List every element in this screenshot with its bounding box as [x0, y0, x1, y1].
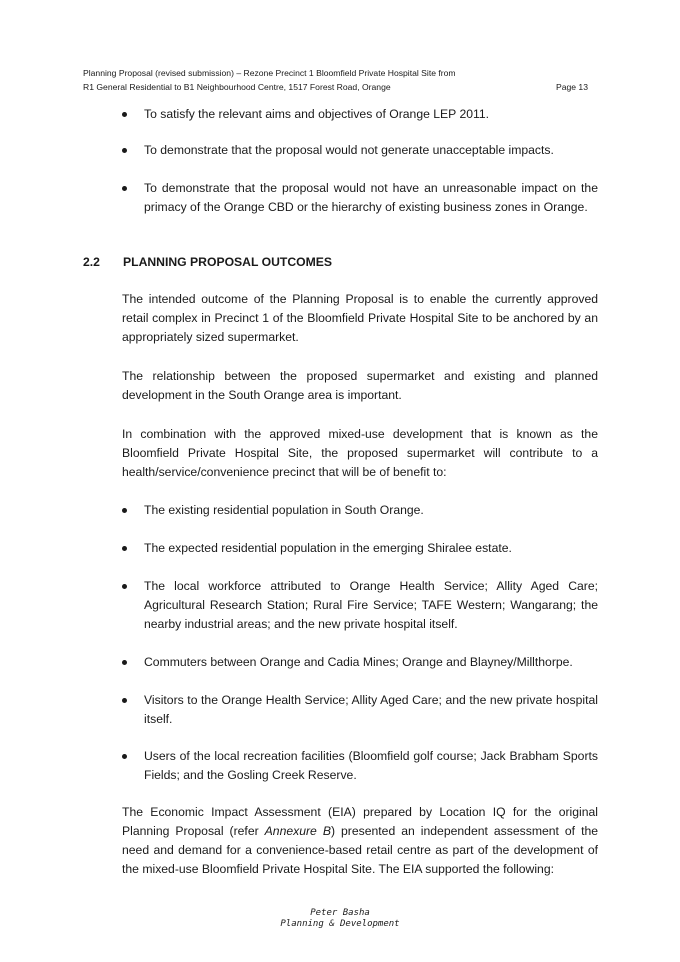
objective-bullet	[122, 179, 598, 217]
bullet-dot-icon	[122, 546, 127, 551]
paragraph: The intended outcome of the Planning Proposal is to enable the currently approved retail complex in Precinct 1 of the Bloomfield Private Hospital Site to be anchored by an appropriately sized supermarket.	[122, 292, 598, 344]
benefit-bullet	[122, 539, 598, 558]
section-heading	[83, 253, 598, 272]
header-line-1	[83, 66, 588, 80]
bullet-dot-icon	[122, 112, 127, 117]
objective-bullet	[122, 105, 598, 124]
objective-text: To satisfy the relevant aims and objectives of Orange LEP 2011.	[144, 107, 490, 121]
eia-text-part-2: ) presented an independent assessment of the need and demand for a convenience-based retail centre as part of the development of the mixed-use Bloomfield Private Hospital Site. The EIA supported the following:	[122, 824, 599, 876]
benefit-bullet	[122, 747, 598, 785]
annexure-reference: Annexure B	[264, 824, 331, 838]
footer-author: Peter Basha	[310, 908, 370, 918]
paragraph: The relationship between the proposed supermarket and existing and planned development in the South Orange area is important.	[122, 369, 598, 402]
header-line-2	[83, 80, 588, 94]
benefit-bullet	[122, 577, 598, 634]
bullet-dot-icon	[122, 186, 127, 191]
benefit-text: The existing residential population in South Orange.	[144, 503, 424, 517]
bullet-dot-icon	[122, 660, 127, 665]
bullet-dot-icon	[122, 698, 127, 703]
bullet-dot-icon	[122, 754, 127, 759]
bullet-dot-icon	[122, 148, 127, 153]
page-header	[83, 66, 588, 94]
page-number: Page 13	[555, 82, 588, 92]
objective-text: To demonstrate that the proposal would not have an unreasonable impact on the primacy of the Orange CBD or the hierarchy of existing business zones in Orange.	[144, 181, 598, 214]
eia-paragraph	[122, 803, 598, 879]
benefit-bullet	[122, 501, 598, 520]
section-title: PLANNING PROPOSAL OUTCOMES	[123, 255, 333, 269]
bullet-dot-icon	[122, 508, 127, 513]
header-title-line-1: Planning Proposal (revised submission) – Rezone Precinct 1 Bloomfield Private Hospital Site from	[83, 68, 456, 78]
benefit-text: Commuters between Orange and Cadia Mines; Orange and Blayney/Millthorpe.	[144, 655, 573, 669]
benefit-text: Users of the local recreation facilities (Bloomfield golf course; Jack Brabham Sports Fields; and the Gosling Creek Reserve.	[144, 749, 598, 782]
footer-company: Planning & Development	[280, 919, 400, 929]
bullet-dot-icon	[122, 584, 127, 589]
section-number: 2.2	[83, 255, 100, 269]
benefit-text: The expected residential population in the emerging Shiralee estate.	[144, 541, 512, 555]
page-footer	[0, 908, 680, 930]
objective-text: To demonstrate that the proposal would not generate unacceptable impacts.	[144, 143, 554, 157]
paragraph: In combination with the approved mixed-use development that is known as the Bloomfield Private Hospital Site, the proposed supermarket will contribute to a health/service/convenience precinct that will be of benefit to:	[122, 427, 598, 479]
header-title-line-2: R1 General Residential to B1 Neighbourhood Centre, 1517 Forest Road, Orange	[83, 82, 391, 92]
benefit-text: The local workforce attributed to Orange Health Service; Allity Aged Care; Agricultural Research Station; Rural Fire Service; TAFE Western; Wangarang; the nearby industrial areas; and the new private hospital itself.	[144, 579, 598, 631]
objective-bullet	[122, 141, 598, 160]
eia-text-part-1: The Economic Impact Assessment (EIA) prepared by Location IQ for the original Planning Proposal (refer	[122, 805, 598, 838]
benefit-text: Visitors to the Orange Health Service; Allity Aged Care; and the new private hospital itself.	[144, 693, 598, 726]
benefit-bullet	[122, 691, 598, 729]
benefit-bullet	[122, 653, 598, 672]
